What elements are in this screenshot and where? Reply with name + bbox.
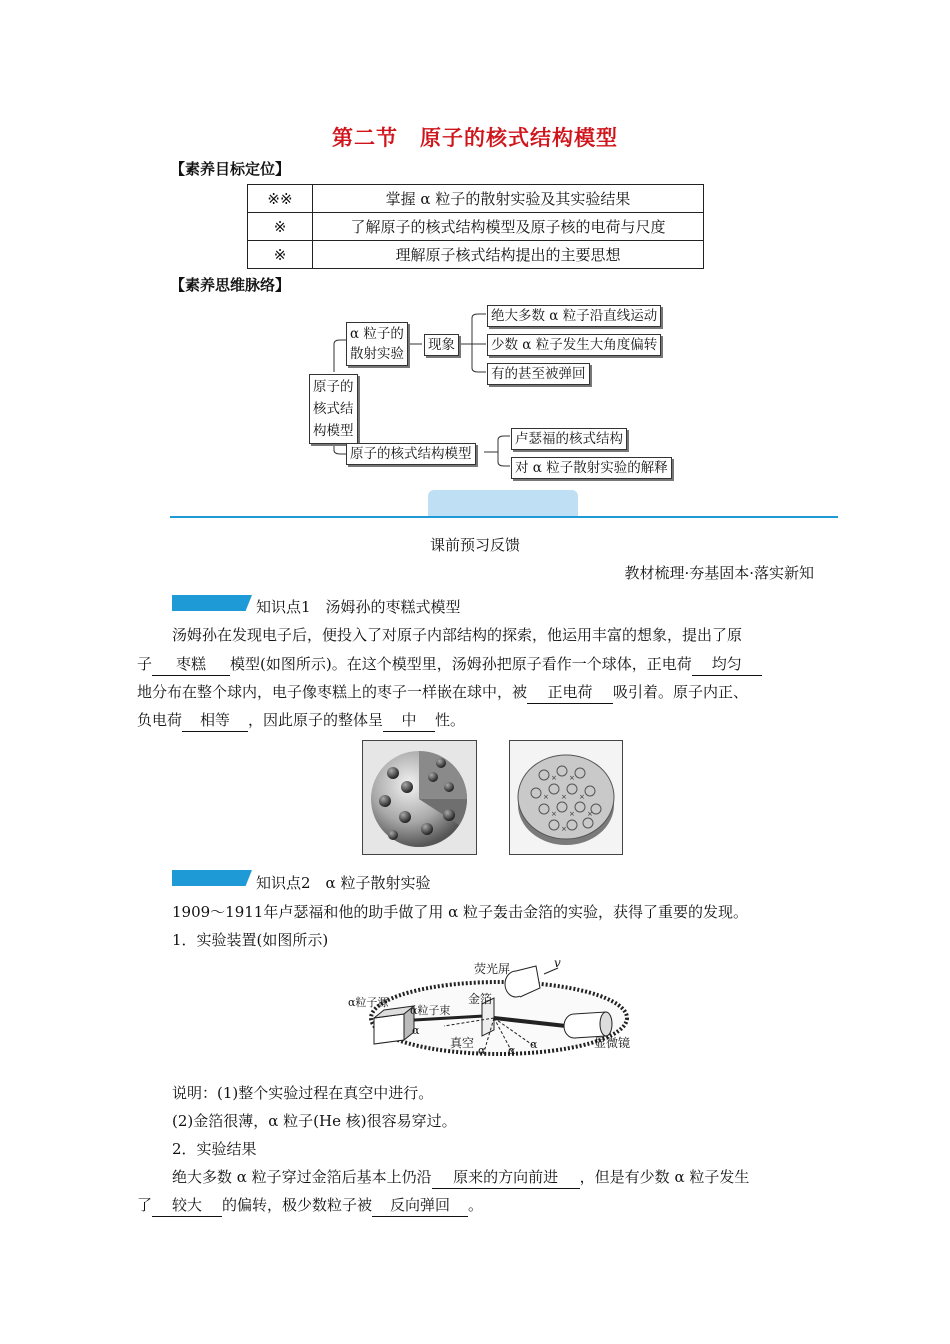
goal-level: ※ [248,241,313,269]
plum-pudding-sphere-image [363,741,476,854]
text: 的偏转，极少数粒子被 [222,1196,373,1214]
plum-pudding-disc-image [510,741,622,854]
goal-text: 了解原子的核式结构模型及原子核的电荷与尺度 [313,213,704,241]
text: ，因此原子的整体呈 [248,711,384,729]
mindmap-root-line: 核式结 [313,401,354,417]
svg-text:×: × [587,810,593,818]
label-alpha: α [412,1024,420,1037]
kp1-line-2 [137,649,762,679]
fill-blank: 反向弹回 [372,1194,468,1217]
text: 绝大多数 α 粒子穿过金箔后基本上仍沿 [172,1168,432,1186]
goal-text: 理解原子核式结构提出的主要思想 [313,241,704,269]
text: 吸引着。原子内正、 [613,683,749,701]
table-row [248,213,704,241]
mindmap-leaf: 绝大多数 α 粒子沿直线运动 [487,305,661,327]
goals-table [247,184,704,269]
goal-level: ※ [248,213,313,241]
fill-blank: 较大 [152,1194,222,1217]
label-alpha: α [478,1044,486,1057]
kp2-result-line-1 [172,1162,749,1192]
label-alpha: α [508,1044,516,1057]
mindmap-phenomenon: 现象 [424,334,459,356]
label-screen: 荧光屏 [474,962,511,976]
banner-tab [428,490,578,518]
kp2-item-2: 2．实验结果 [172,1140,257,1158]
plum-pudding-figure-3d [362,740,477,855]
page-title: 第二节 原子的核式结构模型 [332,125,618,150]
label-foil: 金箔 [468,992,493,1006]
fill-blank: 正电荷 [527,681,613,704]
plum-pudding-figure-disc [509,740,623,855]
text: 。 [468,1196,484,1214]
banner-subtitle: 教材梳理·夯基固本·落实新知 [624,564,814,582]
mindmap-branch-model: 原子的核式结构模型 [346,443,476,465]
mindmap-leaf: 对 α 粒子散射实验的解释 [511,457,672,479]
svg-text:×: × [543,793,549,801]
kp2-intro: 1909～1911年卢瑟福和他的助手做了用 α 粒子轰击金箔的实验，获得了重要的发现。 [172,903,749,921]
mindmap-leaf: 有的甚至被弹回 [487,363,590,385]
kp2-result-line-2 [137,1190,483,1220]
label-microscope: 显微镜 [594,1036,631,1050]
kp2-note-2: (2)金箔很薄，α 粒子(He 核)很容易穿过。 [172,1112,457,1130]
label-beam: α粒子束 [410,1004,451,1017]
kp2-tag [172,870,252,886]
table-row [248,185,704,213]
fill-blank: 均匀 [692,653,762,676]
mindmap-root [309,374,358,444]
svg-text:×: × [561,825,567,833]
scattering-apparatus-diagram [344,956,644,1060]
kp1-line-3 [137,677,748,707]
svg-text:×: × [551,810,557,818]
mindmap-branch-line: α 粒子的 [350,326,404,342]
mindmap-branch-line: 散射实验 [350,346,404,362]
kp2-note-1: 说明：(1)整个实验过程在真空中进行。 [172,1084,434,1102]
svg-text:×: × [569,810,575,818]
label-alpha: α [530,1038,538,1051]
fill-blank: 相等 [182,709,248,732]
banner-rule [170,516,838,518]
text: 了 [137,1196,153,1214]
label-velocity: v [554,956,561,970]
label-source: α粒子源 [348,996,389,1009]
mindmap-branch-scattering [346,322,408,366]
kp2-label: 知识点2 α 粒子散射实验 [256,874,431,892]
text: 性。 [435,711,466,729]
fill-blank: 枣糕 [152,653,230,676]
kp1-line-1 [172,620,742,650]
mindmap [300,300,700,482]
mindmap-leaf: 少数 α 粒子发生大角度偏转 [487,334,661,356]
mindmap-leaf: 卢瑟福的核式结构 [511,428,627,450]
svg-text:×: × [569,774,575,782]
mindmap-root-line: 原子的 [313,379,354,395]
goal-level: ※※ [248,185,313,213]
svg-text:×: × [579,793,585,801]
svg-text:×: × [561,793,567,801]
text: ，但是有少数 α 粒子发生 [579,1168,750,1186]
text: 负电荷 [137,711,183,729]
kp1-tag [172,595,252,611]
kp1-line-4 [137,705,465,735]
label-vacuum: 真空 [450,1036,475,1050]
svg-text:×: × [551,774,557,782]
text: 汤姆孙在发现电子后，便投入了对原子内部结构的探索，他运用丰富的想象，提出了原 [172,626,743,644]
banner-title: 课前预习反馈 [429,536,520,554]
fill-blank: 原来的方向前进 [432,1166,580,1189]
text: 子 [137,655,153,673]
goals-heading: 【素养目标定位】 [170,160,291,178]
kp2-item-1: 1．实验装置(如图所示) [172,931,329,949]
goal-text: 掌握 α 粒子的散射实验及其实验结果 [313,185,704,213]
text: 地分布在整个球内，电子像枣糕上的枣子一样嵌在球中，被 [137,683,528,701]
table-row [248,241,704,269]
kp1-label: 知识点1 汤姆孙的枣糕式模型 [256,598,461,616]
text: 模型(如图所示)。在这个模型里，汤姆孙把原子看作一个球体，正电荷 [230,655,692,673]
mindmap-heading: 【素养思维脉络】 [170,276,291,294]
fill-blank: 中 [383,709,435,732]
mindmap-root-line: 构模型 [313,423,354,439]
